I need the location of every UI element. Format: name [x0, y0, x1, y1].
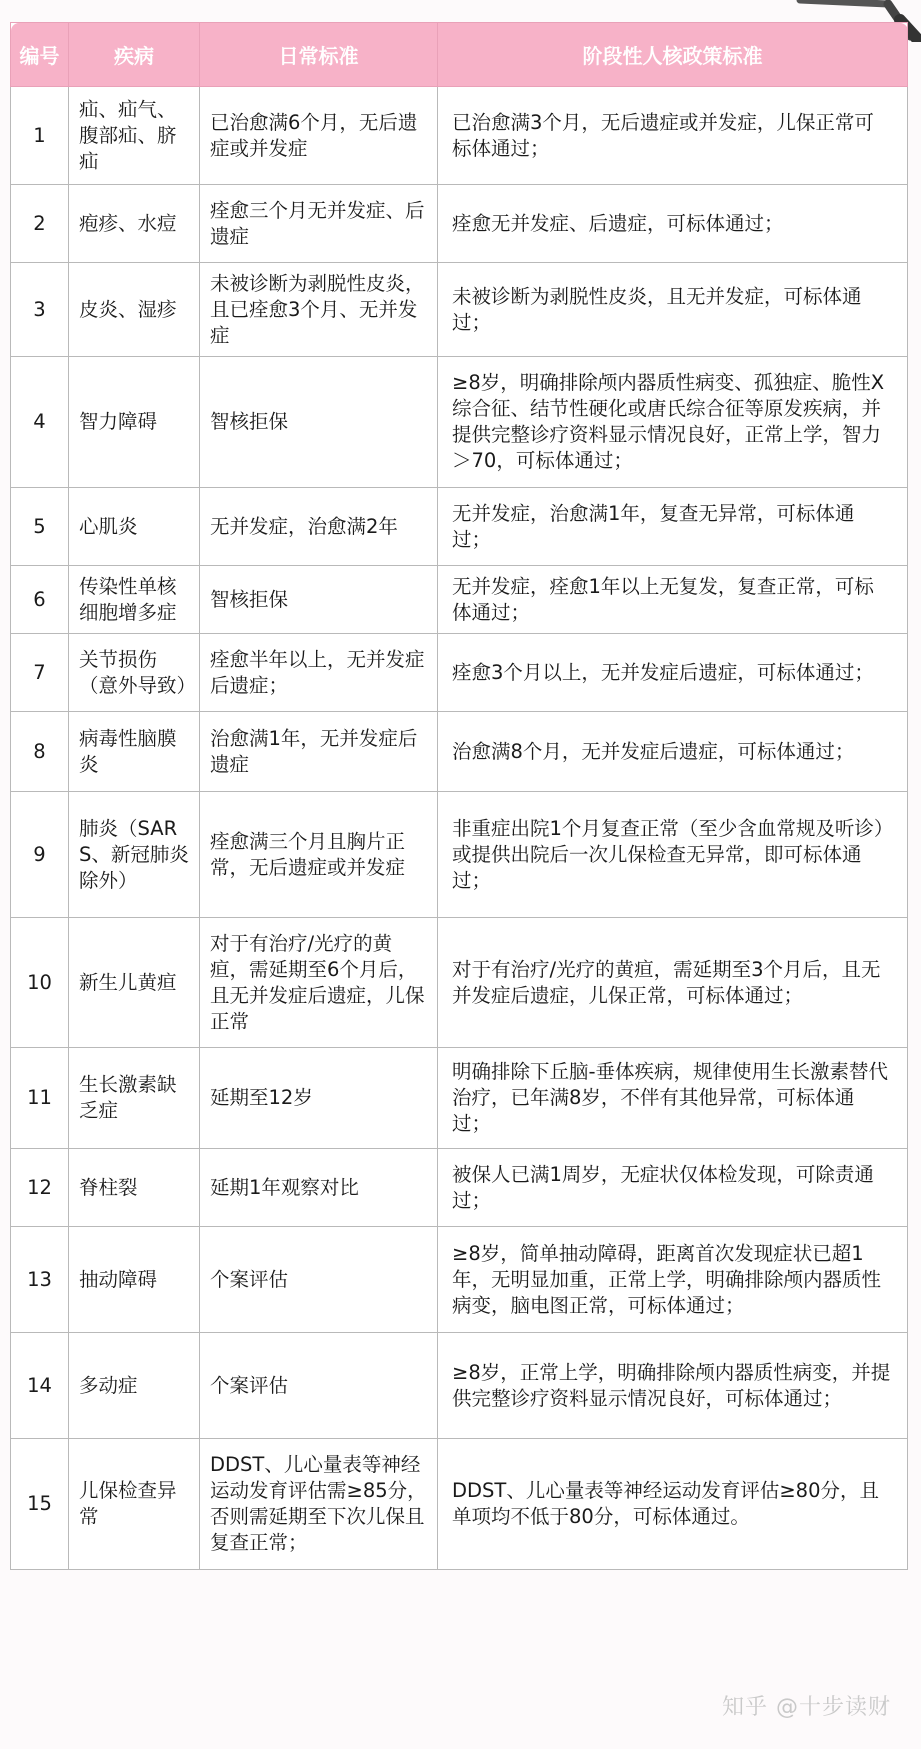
row-daily-standard: 痊愈满三个月且胸片正常，无后遗症或并发症 — [200, 792, 438, 918]
row-policy-standard: 非重症出院1个月复查正常（至少含血常规及听诊）或提供出院后一次儿保检查无异常，即可标体通过； — [438, 792, 908, 918]
row-policy-standard: 对于有治疗/光疗的黄疸，需延期至3个月后，且无并发症后遗症，儿保正常，可标体通过； — [438, 918, 908, 1048]
table-row — [11, 1149, 908, 1227]
row-disease: 儿保检查异常 — [69, 1439, 200, 1570]
row-policy-standard: ≥8岁，简单抽动障碍，距离首次发现症状已超1年，无明显加重，正常上学，明确排除颅内器质性病变，脑电图正常，可标体通过； — [438, 1227, 908, 1333]
row-disease: 疝、疝气、腹部疝、脐疝 — [69, 87, 200, 185]
row-number: 15 — [11, 1439, 69, 1570]
row-number: 8 — [11, 712, 69, 792]
policy-table-container — [10, 22, 907, 1570]
row-daily-standard: 个案评估 — [200, 1227, 438, 1333]
row-policy-standard: ≥8岁，正常上学，明确排除颅内器质性病变，并提供完整诊疗资料显示情况良好，可标体通过； — [438, 1333, 908, 1439]
table-row — [11, 634, 908, 712]
row-daily-standard: 延期1年观察对比 — [200, 1149, 438, 1227]
table-header-row — [11, 23, 908, 87]
row-disease: 传染性单核细胞增多症 — [69, 566, 200, 634]
row-disease: 心肌炎 — [69, 488, 200, 566]
table-row — [11, 1333, 908, 1439]
watermark: 知乎 @十步读财 — [722, 1695, 891, 1720]
row-disease: 生长激素缺乏症 — [69, 1048, 200, 1149]
row-number: 12 — [11, 1149, 69, 1227]
policy-table — [10, 22, 908, 1570]
table-row — [11, 918, 908, 1048]
row-policy-standard: 痊愈无并发症、后遗症，可标体通过； — [438, 185, 908, 263]
row-policy-standard: 治愈满8个月，无并发症后遗症，可标体通过； — [438, 712, 908, 792]
row-disease: 新生儿黄疸 — [69, 918, 200, 1048]
header-daily-standard: 日常标准 — [200, 23, 438, 87]
row-disease: 多动症 — [69, 1333, 200, 1439]
table-row — [11, 488, 908, 566]
row-policy-standard: DDST、儿心量表等神经运动发育评估≥80分，且单项均不低于80分，可标体通过。 — [438, 1439, 908, 1570]
table-row — [11, 263, 908, 357]
row-number: 5 — [11, 488, 69, 566]
row-disease: 智力障碍 — [69, 357, 200, 488]
row-daily-standard: DDST、儿心量表等神经运动发育评估需≥85分，否则需延期至下次儿保且复查正常； — [200, 1439, 438, 1570]
row-daily-standard: 智核拒保 — [200, 357, 438, 488]
row-daily-standard: 对于有治疗/光疗的黄疸，需延期至6个月后，且无并发症后遗症，儿保正常 — [200, 918, 438, 1048]
row-number: 7 — [11, 634, 69, 712]
row-number: 9 — [11, 792, 69, 918]
row-policy-standard: 无并发症，痊愈1年以上无复发，复查正常，可标体通过； — [438, 566, 908, 634]
row-policy-standard: ≥8岁，明确排除颅内器质性病变、孤独症、脆性X综合征、结节性硬化或唐氏综合征等原发疾病，并提供完整诊疗资料显示情况良好，正常上学，智力＞70，可标体通过； — [438, 357, 908, 488]
table-row — [11, 1439, 908, 1570]
table-row — [11, 185, 908, 263]
row-daily-standard: 未被诊断为剥脱性皮炎，且已痊愈3个月、无并发症 — [200, 263, 438, 357]
table-row — [11, 87, 908, 185]
header-disease: 疾病 — [69, 23, 200, 87]
row-disease: 脊柱裂 — [69, 1149, 200, 1227]
table-row — [11, 1048, 908, 1149]
row-policy-standard: 被保人已满1周岁，无症状仅体检发现，可除责通过； — [438, 1149, 908, 1227]
row-policy-standard: 未被诊断为剥脱性皮炎，且无并发症，可标体通过； — [438, 263, 908, 357]
table-row — [11, 357, 908, 488]
row-number: 6 — [11, 566, 69, 634]
row-daily-standard: 延期至12岁 — [200, 1048, 438, 1149]
row-daily-standard: 智核拒保 — [200, 566, 438, 634]
table-row — [11, 1227, 908, 1333]
row-number: 11 — [11, 1048, 69, 1149]
header-policy-standard: 阶段性人核政策标准 — [438, 23, 908, 87]
row-daily-standard: 痊愈三个月无并发症、后遗症 — [200, 185, 438, 263]
row-number: 4 — [11, 357, 69, 488]
row-daily-standard: 个案评估 — [200, 1333, 438, 1439]
row-number: 10 — [11, 918, 69, 1048]
row-number: 14 — [11, 1333, 69, 1439]
row-disease: 关节损伤（意外导致） — [69, 634, 200, 712]
row-policy-standard: 明确排除下丘脑-垂体疾病，规律使用生长激素替代治疗，已年满8岁，不伴有其他异常，可标体通过； — [438, 1048, 908, 1149]
row-number: 13 — [11, 1227, 69, 1333]
row-daily-standard: 已治愈满6个月，无后遗症或并发症 — [200, 87, 438, 185]
row-daily-standard: 痊愈半年以上，无并发症后遗症； — [200, 634, 438, 712]
table-row — [11, 566, 908, 634]
row-number: 1 — [11, 87, 69, 185]
header-number: 编号 — [11, 23, 69, 87]
row-disease: 抽动障碍 — [69, 1227, 200, 1333]
row-number: 3 — [11, 263, 69, 357]
row-number: 2 — [11, 185, 69, 263]
row-policy-standard: 痊愈3个月以上，无并发症后遗症，可标体通过； — [438, 634, 908, 712]
table-row — [11, 712, 908, 792]
row-daily-standard: 治愈满1年，无并发症后遗症 — [200, 712, 438, 792]
row-disease: 皮炎、湿疹 — [69, 263, 200, 357]
row-disease: 疱疹、水痘 — [69, 185, 200, 263]
row-daily-standard: 无并发症，治愈满2年 — [200, 488, 438, 566]
row-policy-standard: 无并发症，治愈满1年，复查无异常，可标体通过； — [438, 488, 908, 566]
row-policy-standard: 已治愈满3个月，无后遗症或并发症，儿保正常可标体通过； — [438, 87, 908, 185]
table-row — [11, 792, 908, 918]
row-disease: 肺炎（SARS、新冠肺炎除外） — [69, 792, 200, 918]
row-disease: 病毒性脑膜炎 — [69, 712, 200, 792]
